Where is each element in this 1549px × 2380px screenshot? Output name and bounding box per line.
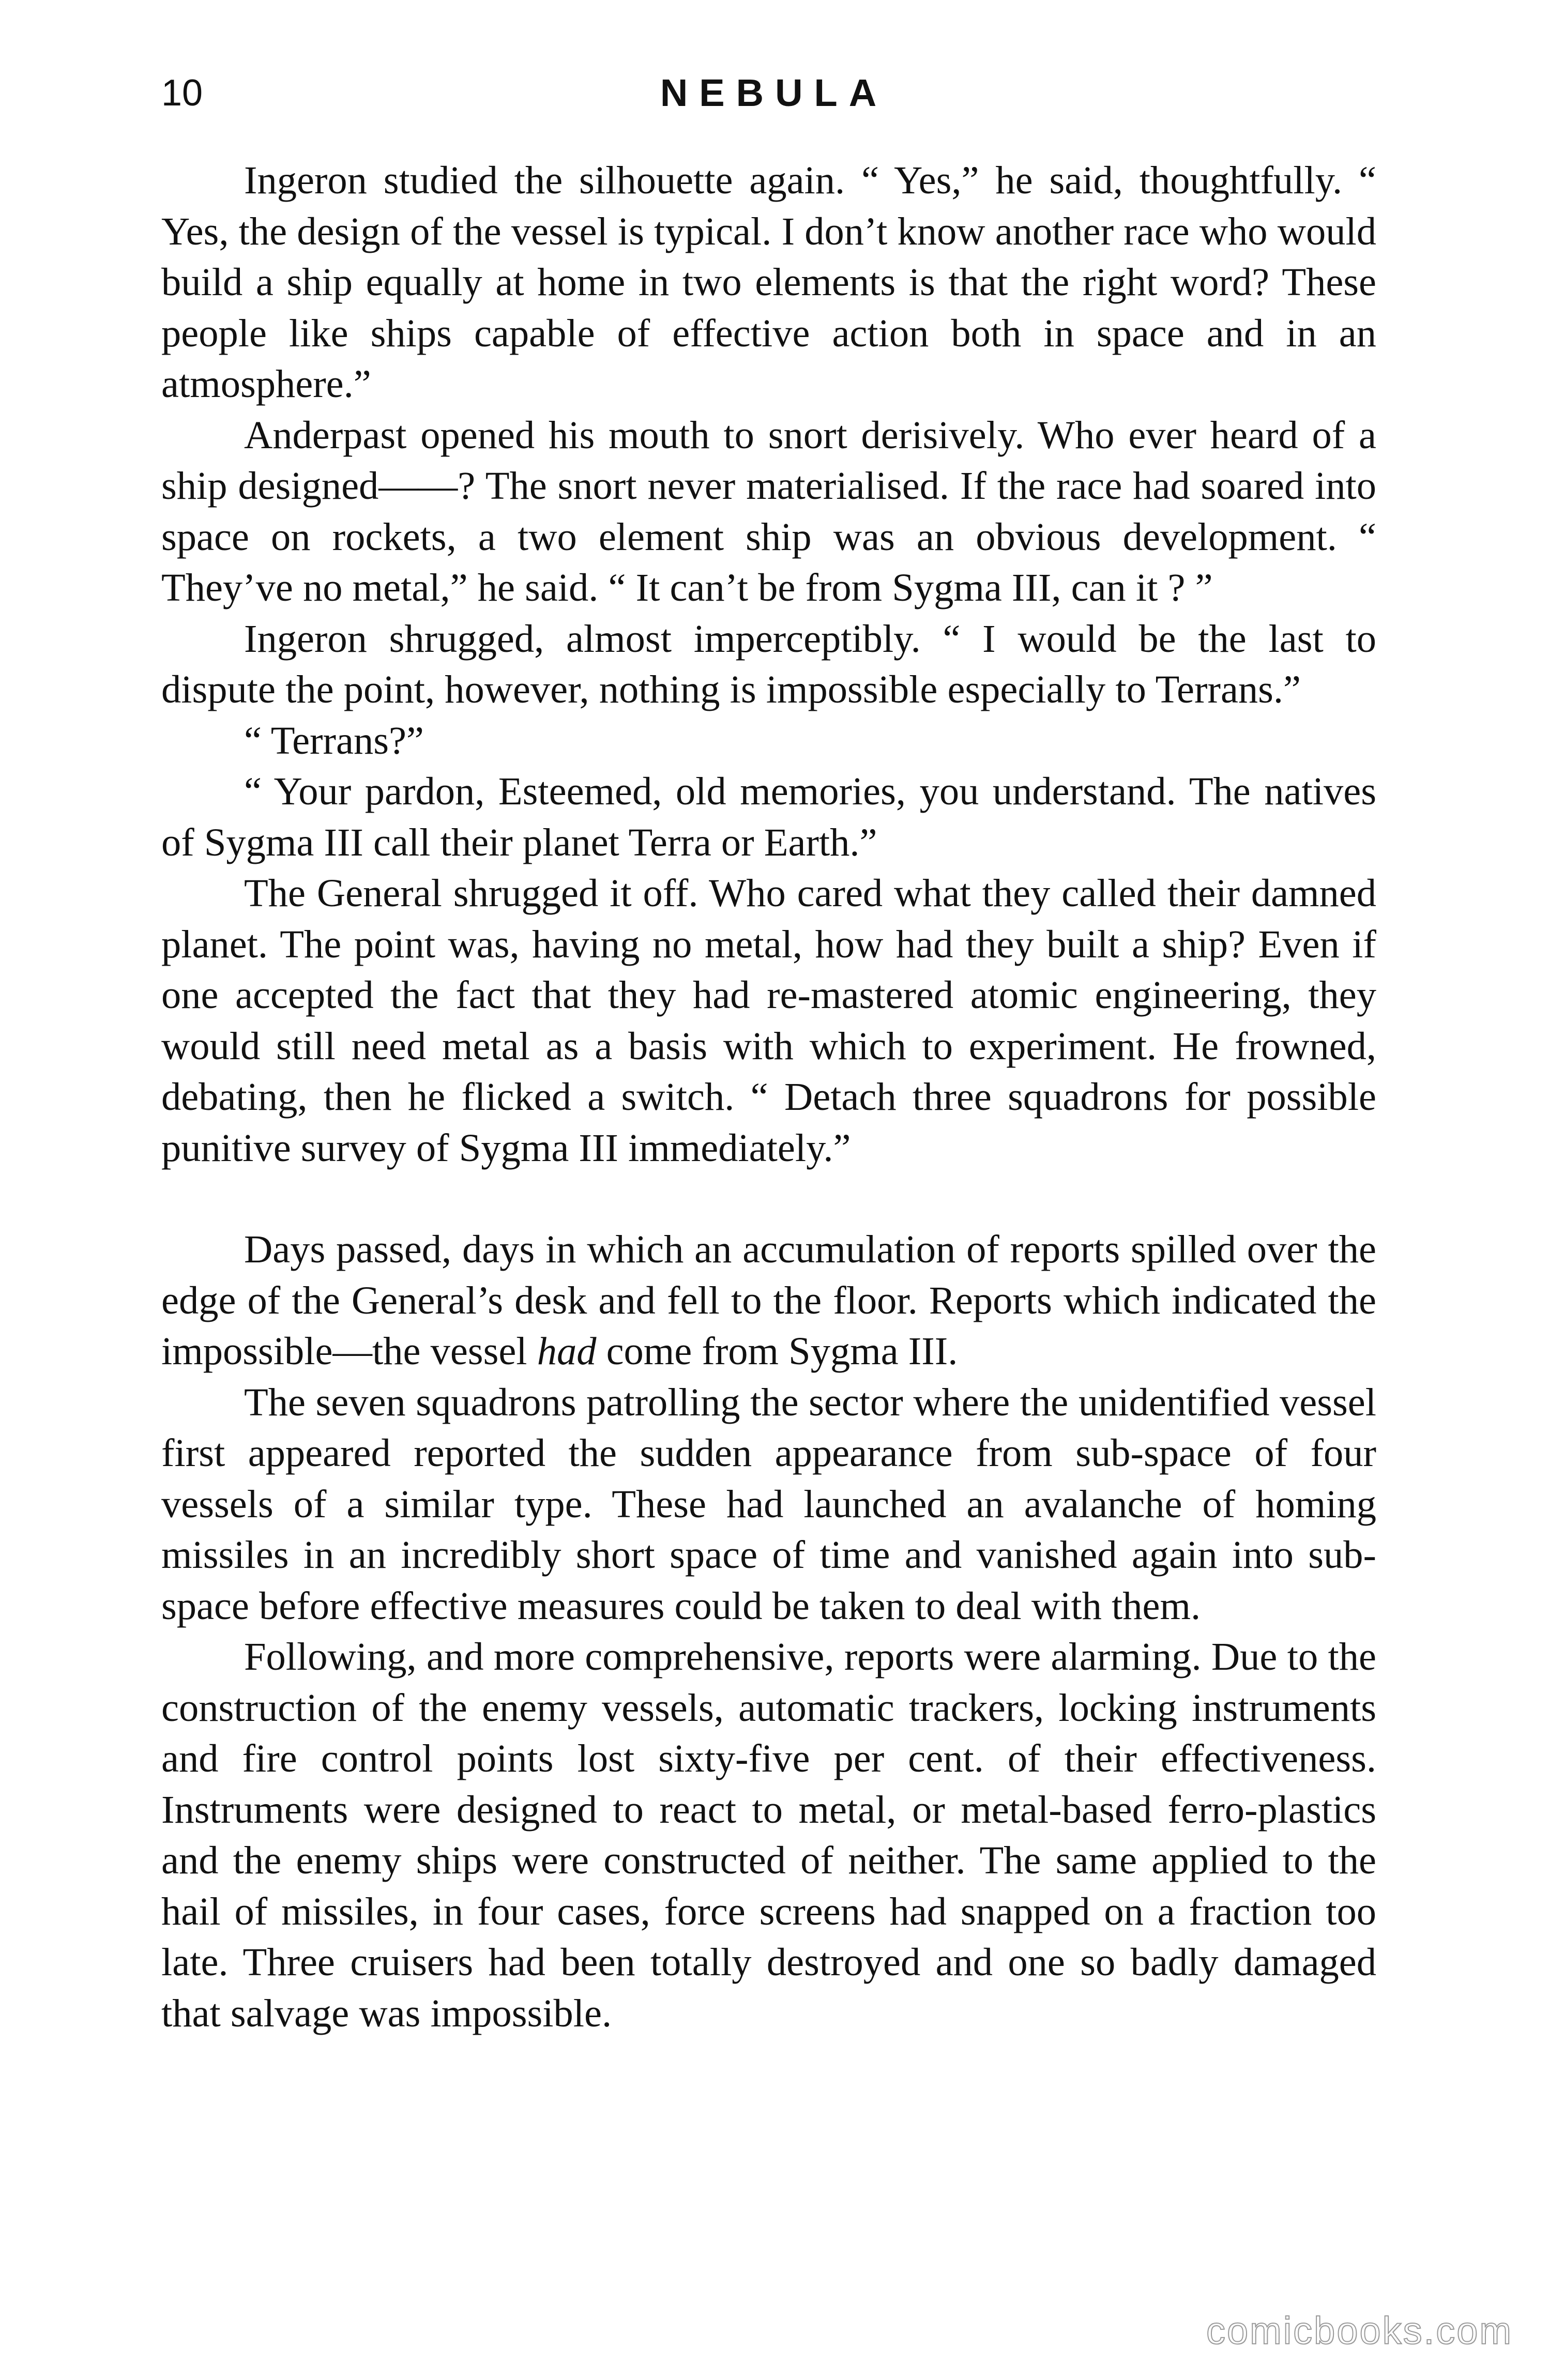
paragraph: The General shrugged it off. Who cared what they called their damned planet. The point was, having no metal, how had they built a ship? Even if one accepted the fact that they had re-mastered atomic engineering, they would still need metal as a basis with which to experiment. He frowned, debating, then he flicked a switch. “ Detach three squadrons for possible punitive survey of Sygma III immediately.” (161, 871, 1376, 1170)
paragraph: Ingeron studied the silhouette again. “ Yes,” he said, thoughtfully. “ Yes, the design of the vessel is typical. I don’t know another race who would build a ship equally at home in two elements is that the right word? These people like ships capable of effective action both in space and in an atmosphere.” (161, 158, 1376, 406)
running-title: NEBULA (660, 71, 888, 114)
paragraph: Anderpast opened his mouth to snort derisively. Who ever heard of a ship designed——? The snort never materialised. If the race had soared into space on rockets, a two element ship was an obvious development. “ They’ve no metal,” he said. “ It can’t be from Sygma III, can it ? ” (161, 413, 1376, 609)
page-number: 10 (161, 72, 203, 114)
paragraph: The seven squadrons patrolling the sector where the unidentified vessel first appeared reported the sudden appearance from sub-space of four vessels of a similar type. These had launched an avalanche of homing missiles in an incredibly short space of time and vanished again into sub-space before effective measures could be taken to deal with them. (161, 1380, 1376, 1628)
watermark: comicbooks.com (1206, 2309, 1513, 2352)
page-header (161, 67, 1387, 124)
paragraph-text: Days passed, days in which an accumulation of reports spilled over the edge of the General’s desk and fell to the floor. Reports which indicated the impossible—the vessel (161, 1227, 1376, 1373)
paragraph-section-start (161, 1224, 1376, 1377)
paragraph: “ Your pardon, Esteemed, old memories, you understand. The natives of Sygma III call their planet Terra or Earth.” (161, 769, 1376, 864)
paragraph-text: come from Sygma III. (596, 1329, 958, 1373)
paragraph: “ Terrans?” (244, 718, 424, 762)
paragraph: Ingeron shrugged, almost imperceptibly. “ I would be the last to dispute the point, however, nothing is impossible especially to Terrans.” (161, 616, 1376, 711)
paragraph: Following, and more comprehensive, reports were alarming. Due to the construction of the enemy vessels, automatic trackers, locking instruments and fire control points lost sixty-five per cent. of their effectiveness. Instruments were designed to react to metal, or metal-based ferro-plastics and the enemy ships were constructed of neither. The same applied to the hail of missiles, in four cases, force screens had snapped on a fraction too late. Three cruisers had been totally destroyed and one so badly damaged that salvage was impossible. (161, 1635, 1376, 2035)
body-text (161, 155, 1376, 2039)
emphasized-word: had (537, 1329, 597, 1373)
